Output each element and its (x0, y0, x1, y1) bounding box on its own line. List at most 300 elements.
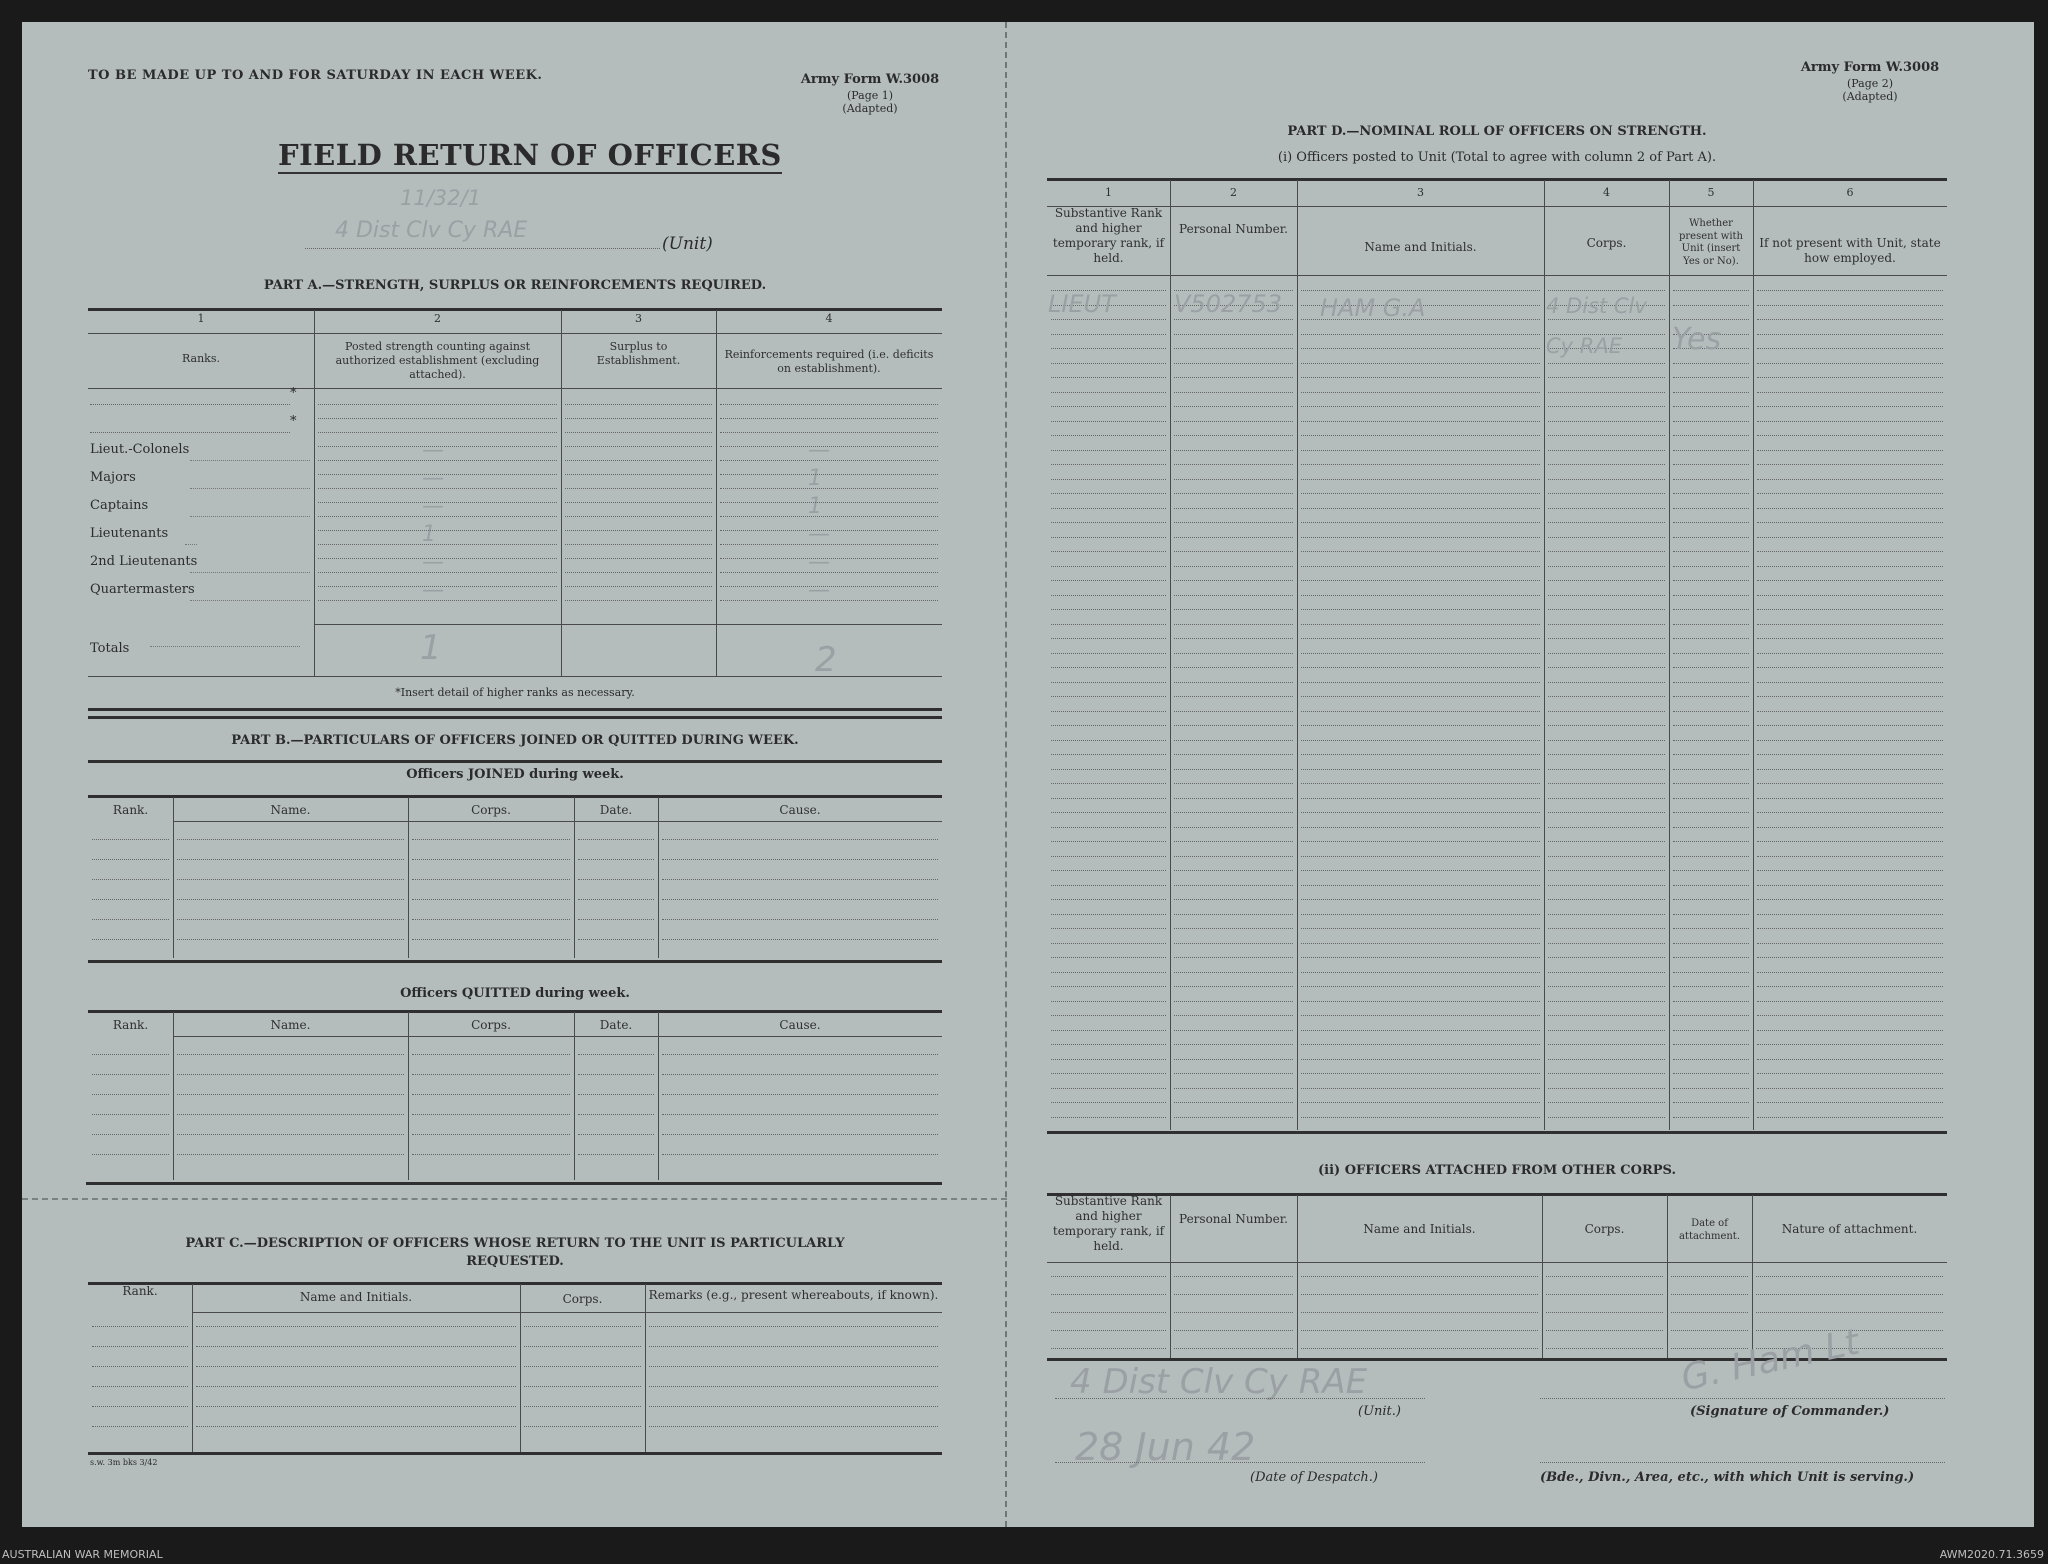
ranks-header: Ranks. (182, 352, 220, 365)
ruled-line (1757, 856, 1943, 857)
ruled-line (1757, 638, 1943, 639)
ruled-line (1673, 1044, 1749, 1045)
ruled-line (1051, 769, 1166, 770)
ruled-line (1757, 1059, 1943, 1060)
ruled-line (1673, 479, 1749, 480)
ruled-line (1548, 319, 1665, 320)
page-number-p2: (Page 2) (1846, 77, 1894, 90)
ruled-line (1673, 363, 1749, 364)
ruled-line (1174, 1073, 1293, 1074)
ruled-line (1673, 885, 1749, 886)
ruled-line (649, 1426, 938, 1427)
column-header: Rank. (112, 1018, 149, 1032)
ruled-line (720, 404, 938, 405)
ruled-line (177, 859, 404, 860)
ruled-line (1757, 943, 1943, 944)
ruled-line (1673, 566, 1749, 567)
column-header: Date. (599, 1018, 633, 1032)
ruled-line (177, 1074, 404, 1075)
column-header: Date. (599, 803, 633, 817)
ruled-line (1051, 464, 1166, 465)
ruled-line (1301, 957, 1540, 958)
column-rule (658, 1012, 659, 1180)
ruled-line (318, 558, 557, 559)
ruled-line (1301, 841, 1540, 842)
ruled-line (1051, 363, 1166, 364)
ruled-line (1174, 769, 1293, 770)
ruled-line (1548, 1030, 1665, 1031)
ruled-line (412, 879, 570, 880)
ruled-line (578, 879, 654, 880)
ruled-line (1051, 754, 1166, 755)
ruled-line (720, 488, 938, 489)
ruled-line (1174, 899, 1293, 900)
ruled-line (1301, 522, 1540, 523)
ruled-line (90, 404, 290, 405)
ruled-line (1301, 972, 1540, 973)
ruled-line (1548, 464, 1665, 465)
ruled-line (1548, 508, 1665, 509)
ruled-line (720, 446, 938, 447)
ruled-line (412, 1154, 570, 1155)
ruled-line (1174, 638, 1293, 639)
ruled-line (1301, 1294, 1538, 1295)
ruled-line (1757, 1015, 1943, 1016)
column-rule (1753, 180, 1754, 1130)
column-rule (574, 1012, 575, 1180)
ruled-line (1548, 595, 1665, 596)
column-header: Rank. (122, 1284, 158, 1298)
ruled-line (1301, 406, 1540, 407)
ruled-line (1546, 1276, 1663, 1277)
ruled-line (1051, 1044, 1166, 1045)
signature-label: (Signature of Commander.) (1690, 1404, 1890, 1419)
header-rule (173, 1036, 942, 1037)
ruled-line (1757, 566, 1943, 567)
ruled-line (578, 1074, 654, 1075)
ruled-line (565, 516, 712, 517)
rank-label: * (290, 386, 297, 401)
ruled-line (1174, 348, 1293, 349)
ruled-line (1757, 450, 1943, 451)
handwritten-unit: 4 Dist Clv Cy RAE (335, 218, 528, 243)
ruled-line (1673, 1117, 1749, 1118)
ruled-line (1301, 479, 1540, 480)
column-header: Personal Number. (1179, 1212, 1288, 1226)
ruled-line (1548, 943, 1665, 944)
column-number: 5 (1707, 186, 1715, 199)
ruled-line (578, 839, 654, 840)
ruled-line (1174, 783, 1293, 784)
ruled-line (1673, 957, 1749, 958)
column-header: Corps. (562, 1292, 603, 1306)
joined-heading: Officers JOINED during week. (406, 767, 624, 782)
ruled-line (1756, 1276, 1943, 1277)
ruled-line (1174, 885, 1293, 886)
column-rule (520, 1284, 521, 1452)
reinforcement-mark: — (808, 438, 830, 463)
ruled-line (1301, 348, 1540, 349)
ruled-line (1757, 334, 1943, 335)
ruled-line (1301, 682, 1540, 683)
ruled-line (1174, 812, 1293, 813)
ruled-line (1174, 943, 1293, 944)
ruled-line (578, 859, 654, 860)
ruled-line (1174, 667, 1293, 668)
column-number: 6 (1846, 186, 1854, 199)
ruled-line (1673, 914, 1749, 915)
column-rule (1752, 1195, 1753, 1358)
ruled-line (1301, 1088, 1540, 1089)
ruled-line (1174, 595, 1293, 596)
column-rule (192, 1284, 193, 1452)
ruled-line (1757, 290, 1943, 291)
ruled-line (1673, 319, 1749, 320)
ruled-line (1051, 508, 1166, 509)
posted-mark: — (422, 578, 444, 603)
ruled-line (524, 1346, 641, 1347)
ruled-line (1548, 392, 1665, 393)
ruled-line (1174, 421, 1293, 422)
ruled-line (1051, 943, 1166, 944)
part-c-heading-2: REQUESTED. (466, 1254, 564, 1269)
ruled-line (565, 418, 712, 419)
ruled-line (1174, 522, 1293, 523)
column-header: Name. (270, 803, 311, 817)
ruled-line (1301, 754, 1540, 755)
attached-heading: (ii) OFFICERS ATTACHED FROM OTHER CORPS. (1317, 1163, 1676, 1178)
ruled-line (1673, 841, 1749, 842)
ruled-line (1548, 1001, 1665, 1002)
ruled-line (1757, 522, 1943, 523)
ruled-line (1174, 1088, 1293, 1089)
ruled-line (1757, 1044, 1943, 1045)
ruled-line (412, 899, 570, 900)
ruled-line (1757, 348, 1943, 349)
ruled-line (1673, 1015, 1749, 1016)
ruled-line (1301, 914, 1540, 915)
ruled-line (720, 502, 938, 503)
ruled-line (1051, 1330, 1166, 1331)
ruled-line (1051, 595, 1166, 596)
ruled-line (662, 1114, 938, 1115)
ruled-line (1757, 696, 1943, 697)
ruled-line (318, 432, 557, 433)
ruled-line (1301, 740, 1540, 741)
ruled-line (412, 1054, 570, 1055)
ruled-line (1673, 493, 1749, 494)
ruled-line (1301, 493, 1540, 494)
rank-label: 2nd Lieutenants (90, 554, 198, 569)
ruled-line (1757, 406, 1943, 407)
header-rule (1047, 1262, 1947, 1263)
ruled-line (1301, 1102, 1540, 1103)
ruled-line (1548, 638, 1665, 639)
ruled-line (1757, 624, 1943, 625)
ruled-line (177, 939, 404, 940)
ruled-line (1051, 885, 1166, 886)
ruled-line (196, 1406, 516, 1407)
ruled-line (1548, 740, 1665, 741)
ruled-line (1548, 798, 1665, 799)
ruled-line (90, 432, 290, 433)
ruled-line (1756, 1294, 1943, 1295)
ruled-line (1174, 319, 1293, 320)
ruled-line (649, 1326, 938, 1327)
ruled-line (1174, 392, 1293, 393)
ruled-line (92, 899, 169, 900)
ruled-line (1757, 682, 1943, 683)
ruled-line (1174, 1348, 1293, 1349)
ruled-line (1757, 435, 1943, 436)
ruled-line (1548, 406, 1665, 407)
ruled-line (1301, 435, 1540, 436)
ruled-line (1174, 334, 1293, 335)
ruled-line (412, 1094, 570, 1095)
part-c-heading-1: PART C.—DESCRIPTION OF OFFICERS WHOSE RETURN TO THE UNIT IS PARTICULARLY (185, 1236, 845, 1251)
unit-label-p2: (Unit.) (1358, 1404, 1401, 1419)
ruled-line (1673, 1001, 1749, 1002)
ruled-line (720, 474, 938, 475)
ruled-line (1051, 638, 1166, 639)
ruled-line (1301, 1312, 1538, 1313)
ruled-line (720, 432, 938, 433)
ruled-line (1673, 653, 1749, 654)
ruled-line (1051, 450, 1166, 451)
horizontal-fold (22, 1198, 1007, 1200)
reinforcement-mark: — (808, 522, 830, 547)
ruled-line (1051, 899, 1166, 900)
ruled-line (92, 1386, 188, 1387)
ruled-line (565, 432, 712, 433)
column-header: Personal Number. (1179, 222, 1288, 236)
ruled-line (1051, 319, 1166, 320)
handwritten-ref: 11/32/1 (400, 186, 481, 210)
ruled-line (1051, 435, 1166, 436)
ruled-line (1174, 856, 1293, 857)
ruled-line (1301, 1001, 1540, 1002)
adapted-note-p2: (Adapted) (1842, 90, 1898, 103)
footnote: *Insert detail of higher ranks as necessary. (395, 686, 635, 699)
ruled-line (318, 502, 557, 503)
ruled-line (1174, 435, 1293, 436)
posted-strength-header: Posted strength counting against authorized establishment (excluding attached). (335, 340, 540, 381)
ruled-line (1673, 812, 1749, 813)
ruled-line (1174, 653, 1293, 654)
ruled-line (1051, 667, 1166, 668)
ruled-line (1757, 464, 1943, 465)
ruled-line (1174, 624, 1293, 625)
ruled-line (1051, 957, 1166, 958)
ruled-line (1548, 899, 1665, 900)
ruled-line (92, 839, 169, 840)
ruled-line (1174, 551, 1293, 552)
ruled-line (662, 859, 938, 860)
ruled-line (1301, 928, 1540, 929)
center-fold (1005, 22, 1007, 1527)
ruled-line (1671, 1294, 1748, 1295)
ruled-line (196, 1366, 516, 1367)
column-header: Cause. (779, 1018, 821, 1032)
ruled-line (190, 516, 310, 517)
ruled-line (1673, 537, 1749, 538)
ruled-line (1548, 363, 1665, 364)
ruled-line (1673, 638, 1749, 639)
entry-name: HAM G.A (1320, 294, 1426, 322)
ruled-line (1757, 1088, 1943, 1089)
ruled-line (1548, 1117, 1665, 1118)
ruled-line (1546, 1312, 1663, 1313)
ruled-line (649, 1406, 938, 1407)
ruled-line (1548, 1073, 1665, 1074)
ruled-line (1174, 798, 1293, 799)
ruled-line (524, 1426, 641, 1427)
column-rule (645, 1284, 646, 1452)
ruled-line (1301, 363, 1540, 364)
ruled-line (1051, 348, 1166, 349)
ruled-line (1757, 580, 1943, 581)
ruled-line (177, 1154, 404, 1155)
ruled-line (1757, 537, 1943, 538)
ruled-line (1174, 377, 1293, 378)
ruled-line (1673, 1059, 1749, 1060)
ruled-line (1051, 696, 1166, 697)
ruled-line (1174, 1117, 1293, 1118)
header-rule (192, 1312, 942, 1313)
ruled-line (1051, 870, 1166, 871)
ruled-line (720, 530, 938, 531)
ruled-line (1548, 1044, 1665, 1045)
ruled-line (1757, 667, 1943, 668)
ruled-line (662, 919, 938, 920)
ruled-line (92, 1134, 169, 1135)
ruled-line (1174, 827, 1293, 828)
rank-label: Quartermasters (90, 582, 195, 597)
ruled-line (177, 839, 404, 840)
column-header: Corps. (1586, 236, 1627, 250)
ruled-line (649, 1366, 938, 1367)
ruled-line (318, 600, 557, 601)
ruled-line (1673, 1030, 1749, 1031)
ruled-line (1174, 725, 1293, 726)
ruled-line (1673, 624, 1749, 625)
ruled-line (578, 1054, 654, 1055)
ruled-line (1548, 682, 1665, 683)
column-header: Name and Initials. (1363, 1222, 1476, 1236)
column-rule (1667, 1195, 1668, 1358)
ruled-line (412, 919, 570, 920)
ruled-line (1301, 885, 1540, 886)
commander-signature: G. Ham Lt (1677, 1321, 1863, 1400)
ruled-line (1673, 435, 1749, 436)
ruled-line (662, 879, 938, 880)
surplus-header: Surplus to Establishment. (596, 340, 681, 367)
ruled-line (649, 1346, 938, 1347)
ruled-line (318, 544, 557, 545)
ruled-line (1174, 1044, 1293, 1045)
ruled-line (1051, 1348, 1166, 1349)
column-number: 3 (1417, 186, 1424, 199)
ruled-line (92, 1426, 188, 1427)
column-rule (1297, 1195, 1298, 1358)
ruled-line (662, 839, 938, 840)
ruled-line (662, 1094, 938, 1095)
ruled-line (92, 1074, 169, 1075)
ruled-line (1757, 653, 1943, 654)
posted-mark: — (422, 438, 444, 463)
ruled-line (1548, 783, 1665, 784)
column-number: 1 (1105, 186, 1112, 199)
ruled-line (1757, 986, 1943, 987)
ruled-line (190, 460, 310, 461)
ruled-line (578, 1094, 654, 1095)
ruled-line (578, 1134, 654, 1135)
ruled-line (1301, 769, 1540, 770)
ruled-line (1051, 624, 1166, 625)
column-header: Name and Initials. (299, 1290, 413, 1304)
ruled-line (1174, 1294, 1293, 1295)
despatch-label: (Date of Despatch.) (1250, 1470, 1379, 1485)
ruled-line (1548, 856, 1665, 857)
ruled-line (578, 899, 654, 900)
ruled-line (318, 418, 557, 419)
ruled-line (1301, 1073, 1540, 1074)
ruled-line (720, 516, 938, 517)
ruled-line (1301, 725, 1540, 726)
posted-mark: 1 (422, 522, 436, 547)
ruled-line (565, 404, 712, 405)
ruled-line (318, 460, 557, 461)
ruled-line (662, 1134, 938, 1135)
ruled-line (1757, 551, 1943, 552)
ruled-line (1548, 1102, 1665, 1103)
reinforcement-mark: — (808, 550, 830, 575)
footer-right: AWM2020.71.3659 (1939, 1548, 2044, 1561)
ruled-line (565, 572, 712, 573)
ruled-line (1757, 493, 1943, 494)
ruled-line (720, 418, 938, 419)
ruled-line (1757, 1001, 1943, 1002)
ruled-line (1051, 1015, 1166, 1016)
column-rule (1170, 1195, 1171, 1358)
ruled-line (1174, 493, 1293, 494)
ruled-line (1174, 841, 1293, 842)
totals-label: Totals (90, 641, 130, 656)
ruled-line (662, 1154, 938, 1155)
ruled-line (1051, 1276, 1166, 1277)
ruled-line (1546, 1330, 1663, 1331)
ruled-line (1673, 551, 1749, 552)
ruled-line (1673, 943, 1749, 944)
ruled-line (1548, 928, 1665, 929)
column-header: Whether present with Unit (insert Yes or No). (1678, 218, 1743, 267)
ruled-line (92, 1366, 188, 1367)
ruled-line (1757, 827, 1943, 828)
ruled-line (1301, 580, 1540, 581)
ruled-line (1673, 464, 1749, 465)
ruled-line (196, 1386, 516, 1387)
ruled-line (1174, 1276, 1293, 1277)
form-number-p2: Army Form W.3008 (1800, 60, 1940, 75)
total-posted: 1 (420, 628, 442, 668)
part-b-heading: PART B.—PARTICULARS OF OFFICERS JOINED OR QUITTED DURING WEEK. (231, 733, 799, 748)
ruled-line (1548, 885, 1665, 886)
ruled-line (1673, 290, 1749, 291)
ruled-line (318, 586, 557, 587)
ruled-line (662, 939, 938, 940)
ruled-line (1548, 479, 1665, 480)
ruled-line (412, 1074, 570, 1075)
